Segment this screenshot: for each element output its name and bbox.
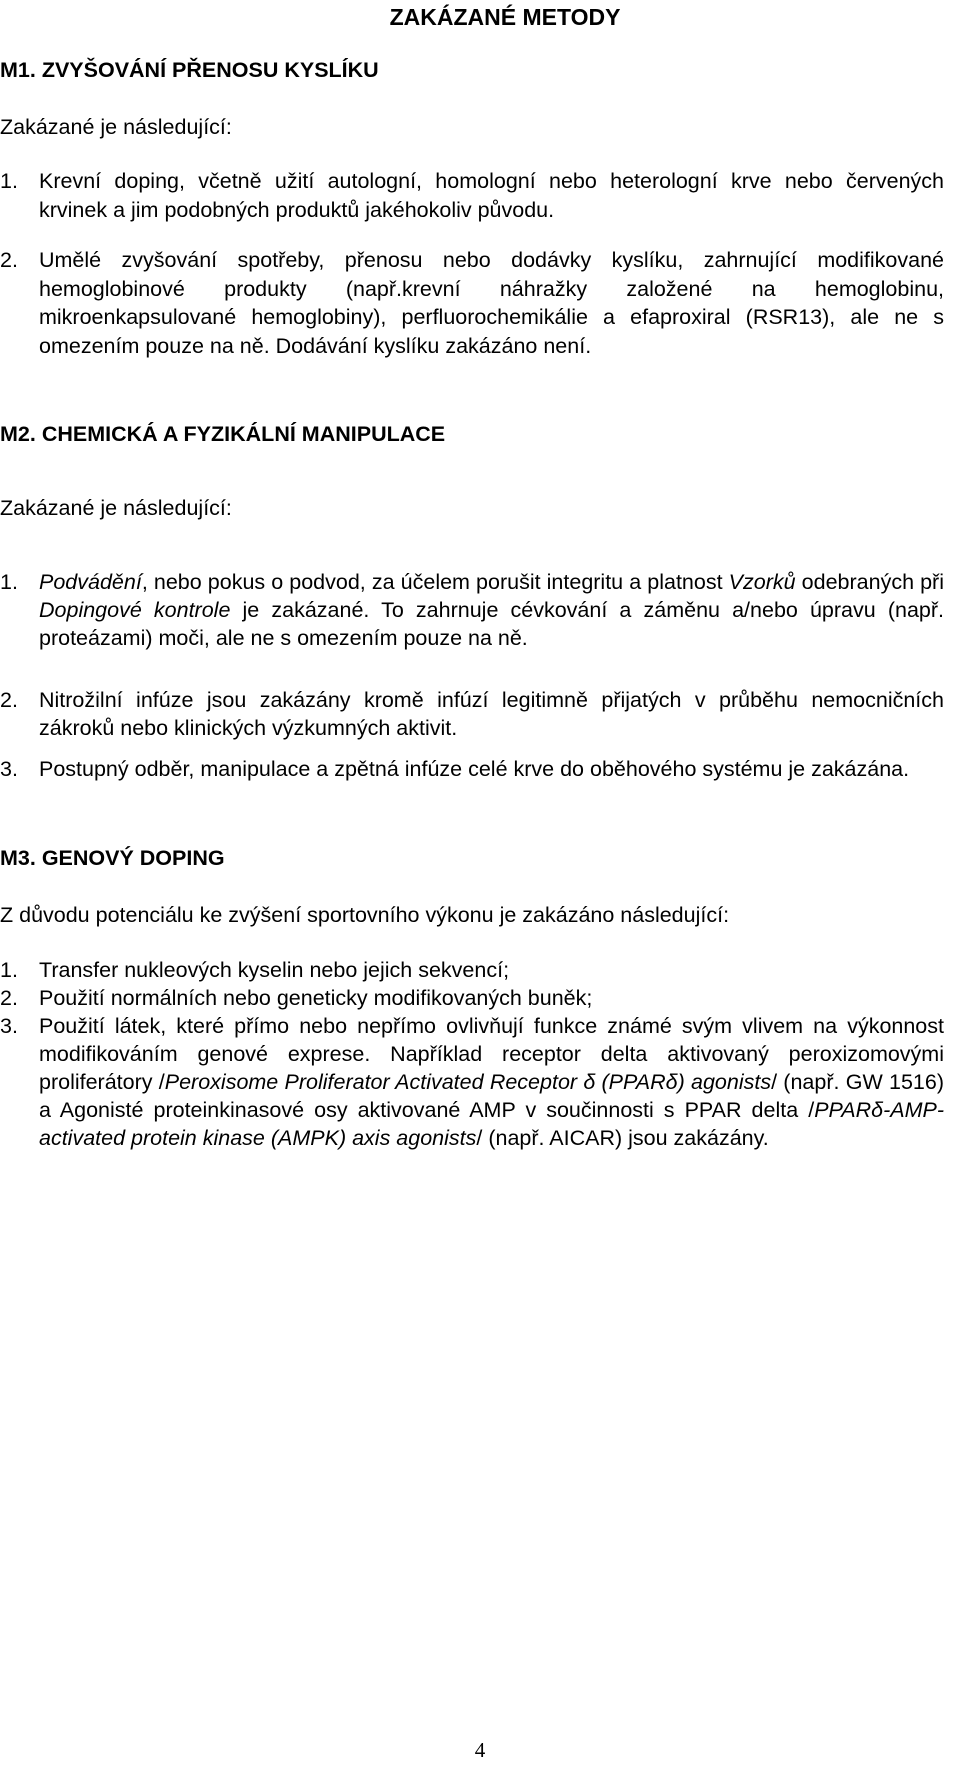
section-m2-list-2 xyxy=(0,686,944,742)
list-item xyxy=(0,956,944,984)
page-number: 4 xyxy=(474,1738,486,1762)
list-item xyxy=(0,984,944,1012)
list-item xyxy=(0,246,944,360)
section-m3-list xyxy=(0,956,944,1152)
list-item-text: Umělé zvyšování spotřeby, přenosu nebo dodávky kyslíku, zahrnující modifikované hemoglobinové produkty (např.krevní náhražky založené na hemoglobinu, mikroenkapsulované hemoglobiny), perfluorochemikálie a efaproxiral (RSR13), ale ne s omezením pouze na ně. Dodávání kyslíku zakázáno není. xyxy=(39,248,944,358)
list-item-number: 1. xyxy=(0,570,18,594)
list-item-number: 2. xyxy=(0,688,18,712)
term-dopingove-kontrole: Dopingové kontrole xyxy=(39,598,231,622)
term-ppar-agonists: Peroxisome Proliferator Activated Receptor δ (PPARδ) agonists xyxy=(164,1070,772,1094)
list-item xyxy=(0,686,944,742)
list-item xyxy=(0,167,944,224)
text-fragment: Použití látek, které přímo nebo nepřímo ovlivňují funkce známé svým vlivem na výkonnost modifikováním genové exprese. Například receptor delta aktivovaný peroxizomovými proliferátory / xyxy=(39,1014,944,1094)
list-item xyxy=(0,568,944,652)
list-item-number: 3. xyxy=(0,1014,18,1038)
section-m3-heading: M3. GENOVÝ DOPING xyxy=(0,846,225,870)
list-item-text xyxy=(39,568,944,652)
text-fragment: / (např. AICAR) jsou zakázány. xyxy=(476,1126,769,1150)
section-m2-list-3 xyxy=(0,755,944,783)
term-podvadeni: Podvádění xyxy=(39,570,142,594)
text-fragment: odebraných při xyxy=(795,570,944,594)
list-item-text: Krevní doping, včetně užití autologní, homologní nebo heterologní krve nebo červených krvinek a jim podobných produktů jakéhokoliv původu. xyxy=(39,169,944,222)
list-item xyxy=(0,1012,944,1152)
list-item-text: Nitrožilní infúze jsou zakázány kromě infúzí legitimně přijatých v průběhu nemocničních zákroků nebo klinických výzkumných aktivit. xyxy=(39,688,944,740)
list-item-text: Postupný odběr, manipulace a zpětná infúze celé krve do oběhového systému je zakázána. xyxy=(39,757,910,781)
list-item-number: 3. xyxy=(0,757,18,781)
section-m1 xyxy=(0,56,944,84)
document-title: ZAKÁZANÉ METODY xyxy=(389,4,621,30)
section-m2-heading: M2. CHEMICKÁ A FYZIKÁLNÍ MANIPULACE xyxy=(0,422,446,446)
list-item-number: 2. xyxy=(0,248,18,272)
list-item-number: 1. xyxy=(0,169,18,193)
list-item-text: Použití normálních nebo geneticky modifikovaných buněk; xyxy=(39,986,593,1010)
section-m2-list xyxy=(0,568,944,652)
section-m2 xyxy=(0,420,944,448)
section-m1-list-2 xyxy=(0,246,944,360)
section-m1-heading: M1. ZVYŠOVÁNÍ PŘENOSU KYSLÍKU xyxy=(0,58,379,82)
section-m3-intro: Z důvodu potenciálu ke zvýšení sportovního výkonu je zakázáno následující: xyxy=(0,903,730,927)
section-m1-intro: Zakázané je následující: xyxy=(0,115,232,139)
term-vzorku: Vzorků xyxy=(728,570,796,594)
list-item-number: 1. xyxy=(0,958,18,982)
text-fragment: , nebo pokus o podvod, za účelem porušit integritu a platnost xyxy=(141,570,729,594)
section-m3 xyxy=(0,844,944,872)
list-item-text xyxy=(39,1012,944,1152)
term-ampk-agonists: PPARδ-AMP-activated protein kinase (AMPK) axis agonists xyxy=(39,1098,944,1150)
text-fragment: je zakázané. To zahrnuje cévkování a záměnu a/nebo úpravu (např. proteázami) moči, ale ne s omezením pouze na ně. xyxy=(39,598,944,650)
section-m2-intro: Zakázané je následující: xyxy=(0,496,232,520)
list-item-text: Transfer nukleových kyselin nebo jejich sekvencí; xyxy=(39,958,510,982)
text-fragment: / (např. GW 1516) a Agonisté proteinkinasové osy aktivované AMP v součinnosti s PPAR delta / xyxy=(39,1070,944,1122)
section-m1-list xyxy=(0,167,944,224)
list-item xyxy=(0,755,944,783)
list-item-number: 2. xyxy=(0,986,18,1010)
